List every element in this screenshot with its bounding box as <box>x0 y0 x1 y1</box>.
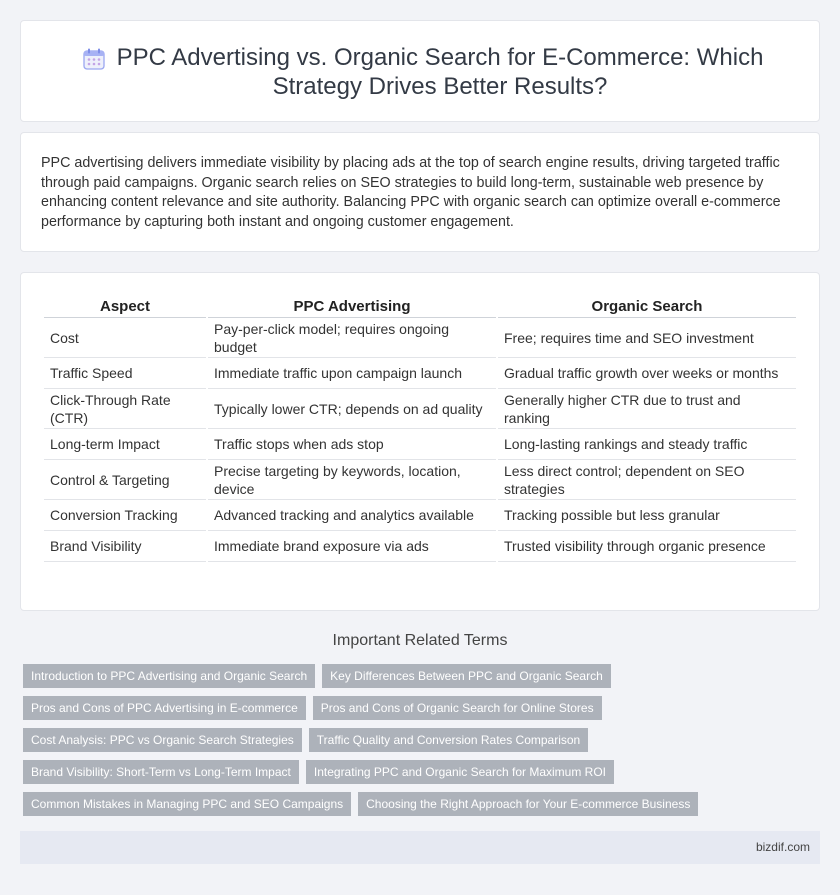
table-row <box>44 460 796 500</box>
cell-ppc: Typically lower CTR; depends on ad quality <box>208 389 496 429</box>
cell-aspect: Traffic Speed <box>44 358 206 389</box>
intro-card <box>20 132 820 252</box>
cell-aspect: Control & Targeting <box>44 460 206 500</box>
title-card <box>20 20 820 122</box>
cell-organic: Generally higher CTR due to trust and ranking <box>498 389 796 429</box>
comparison-table <box>42 295 798 562</box>
table-row <box>44 429 796 460</box>
related-term-link[interactable]: Pros and Cons of PPC Advertising in E-commerce <box>23 696 306 720</box>
comparison-card <box>20 272 820 611</box>
table-row <box>44 500 796 531</box>
cell-aspect: Long-term Impact <box>44 429 206 460</box>
cell-organic: Tracking possible but less granular <box>498 500 796 531</box>
header-aspect: Aspect <box>44 295 206 318</box>
header-ppc: PPC Advertising <box>208 295 496 318</box>
cell-ppc: Traffic stops when ads stop <box>208 429 496 460</box>
page-title: PPC Advertising vs. Organic Search for E-Commerce: Which Strategy Drives Better Results? <box>116 44 764 100</box>
related-term-link[interactable]: Pros and Cons of Organic Search for Online Stores <box>313 696 602 720</box>
related-term-link[interactable]: Key Differences Between PPC and Organic Search <box>322 664 611 688</box>
cell-organic: Trusted visibility through organic presence <box>498 531 796 562</box>
cell-aspect: Brand Visibility <box>44 531 206 562</box>
footer <box>20 831 820 864</box>
related-terms-list <box>23 664 823 824</box>
cell-ppc: Immediate traffic upon campaign launch <box>208 358 496 389</box>
cell-ppc: Immediate brand exposure via ads <box>208 531 496 562</box>
header-organic: Organic Search <box>498 295 796 318</box>
related-term-link[interactable]: Choosing the Right Approach for Your E-commerce Business <box>358 792 698 816</box>
related-term-link[interactable]: Brand Visibility: Short-Term vs Long-Term Impact <box>23 760 299 784</box>
related-terms-heading: Important Related Terms <box>332 632 508 649</box>
table-row <box>44 531 796 562</box>
related-term-link[interactable]: Cost Analysis: PPC vs Organic Search Strategies <box>23 728 302 752</box>
cell-organic: Gradual traffic growth over weeks or months <box>498 358 796 389</box>
cell-organic: Free; requires time and SEO investment <box>498 318 796 358</box>
table-header-row <box>44 295 796 318</box>
table-row <box>44 358 796 389</box>
footer-site-link[interactable]: bizdif.com <box>755 840 810 854</box>
cell-aspect: Click-Through Rate (CTR) <box>44 389 206 429</box>
cell-organic: Long-lasting rankings and steady traffic <box>498 429 796 460</box>
cell-ppc: Pay-per-click model; requires ongoing budget <box>208 318 496 358</box>
cell-aspect: Conversion Tracking <box>44 500 206 531</box>
related-term-link[interactable]: Traffic Quality and Conversion Rates Comparison <box>309 728 588 752</box>
cell-ppc: Advanced tracking and analytics available <box>208 500 496 531</box>
cell-organic: Less direct control; dependent on SEO strategies <box>498 460 796 500</box>
related-term-link[interactable]: Introduction to PPC Advertising and Organic Search <box>23 664 315 688</box>
cell-aspect: Cost <box>44 318 206 358</box>
intro-paragraph: PPC advertising delivers immediate visibility by placing ads at the top of search engine results, driving targeted traffic through paid campaigns. Organic search relies on SEO strategies to build long-term, sustainable web presence by enhancing content relevance and site authority. Balancing PPC with organic search can optimize overall e-commerce performance by capturing both instant and ongoing customer engagement. <box>41 155 781 230</box>
table-row <box>44 389 796 429</box>
related-term-link[interactable]: Integrating PPC and Organic Search for Maximum ROI <box>306 760 614 784</box>
cell-ppc: Precise targeting by keywords, location, device <box>208 460 496 500</box>
related-term-link[interactable]: Common Mistakes in Managing PPC and SEO Campaigns <box>23 792 351 816</box>
table-row <box>44 318 796 358</box>
